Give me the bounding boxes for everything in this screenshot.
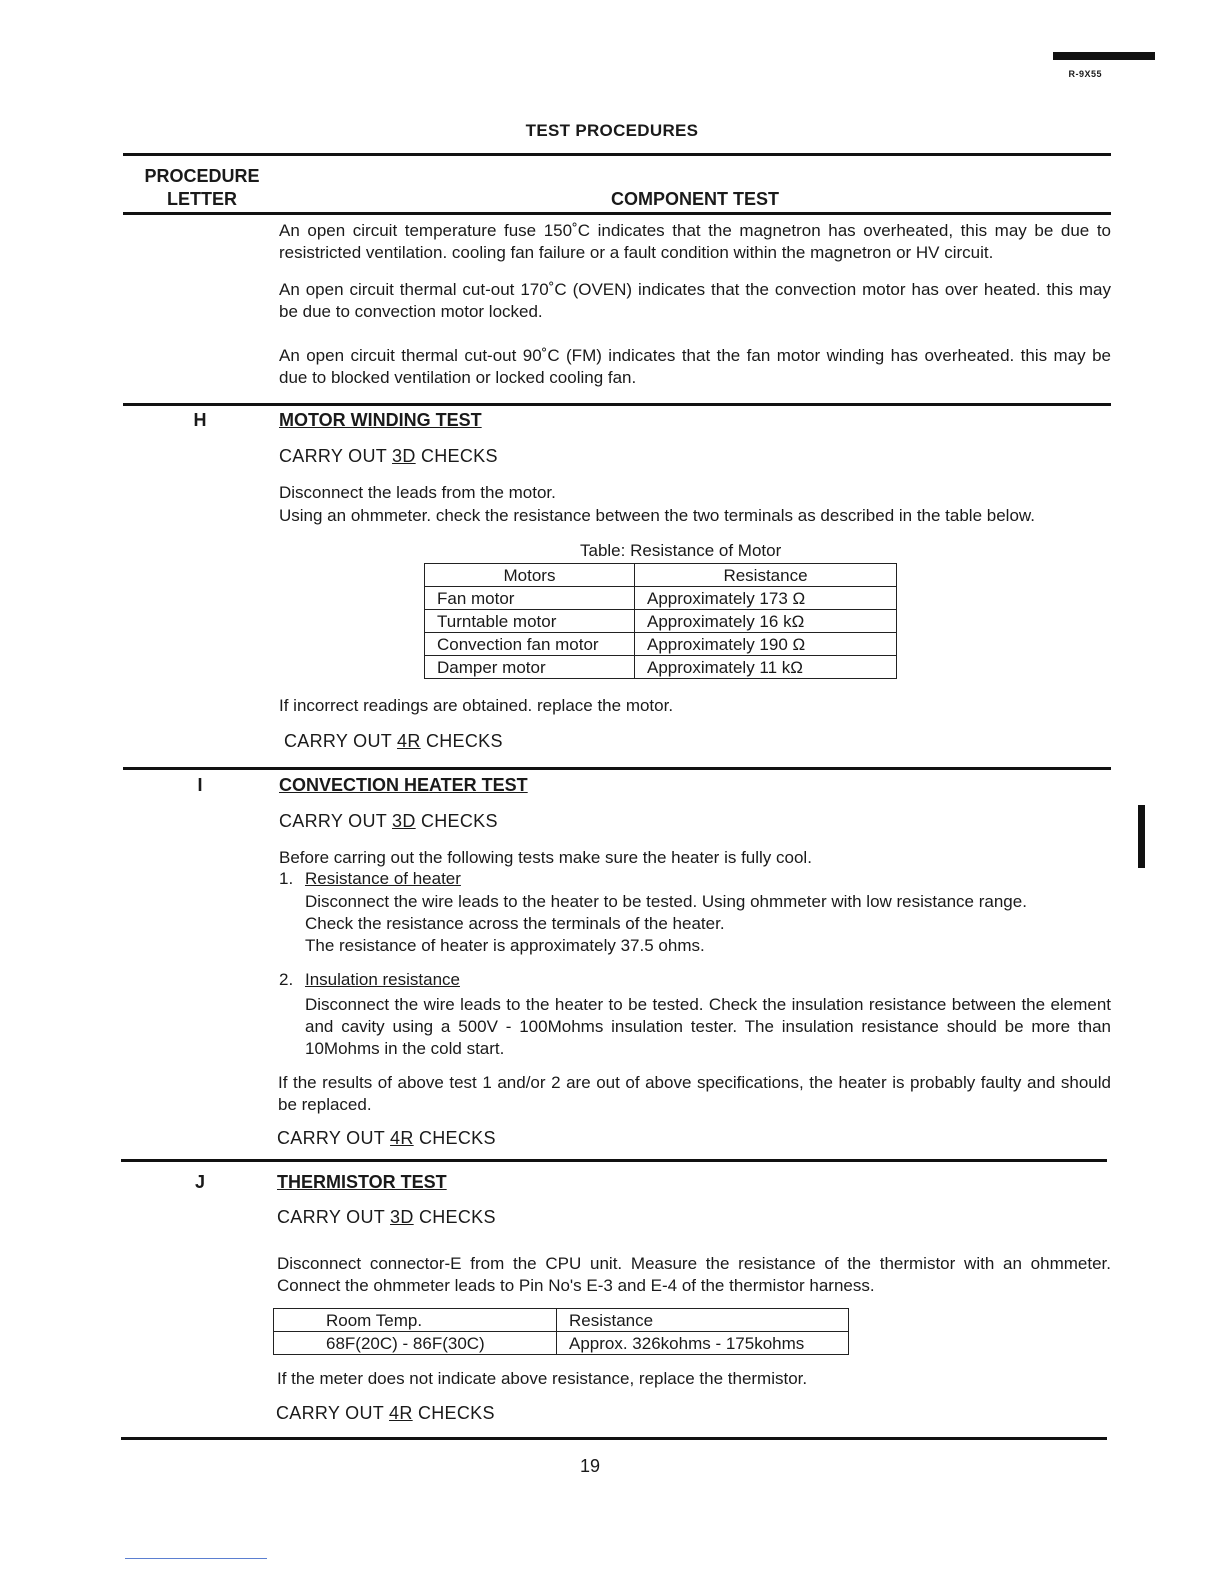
procedure-letter-j: J (194, 1172, 205, 1192)
instruction-text: Check the resistance across the terminals of the heater. (305, 914, 725, 933)
thermistor-resistance-table (273, 1308, 849, 1355)
list-item-title: Insulation resistance (305, 970, 460, 989)
carry-suffix: CHECKS (420, 731, 503, 751)
section-divider (123, 767, 1111, 770)
table-cell: Approximately 11 kΩ (635, 656, 897, 679)
motor-resistance-table (424, 563, 897, 679)
table-header-cell: Resistance (635, 564, 897, 587)
section-title-motor-winding: MOTOR WINDING TEST (279, 410, 482, 430)
table-header-cell: Resistance (557, 1309, 849, 1332)
table-cell: Fan motor (425, 587, 635, 610)
table-cell: Turntable motor (425, 610, 635, 633)
table-header-row (274, 1309, 849, 1332)
carry-suffix: CHECKS (412, 1403, 495, 1423)
intro-paragraph-3: An open circuit thermal cut-out 90˚C (FM) indicates that the fan motor winding has overheated. this may be due to blocked ventilation or locked cooling fan. (279, 346, 1111, 387)
carry-out-checks (277, 1128, 496, 1149)
table-header-cell: Room Temp. (274, 1309, 557, 1332)
footer-line (125, 1558, 267, 1559)
table-header-row (425, 564, 897, 587)
header-bar (1053, 52, 1155, 60)
table-row (425, 587, 897, 610)
carry-prefix: CARRY OUT (276, 1403, 390, 1423)
model-number: R-9X55 (1068, 69, 1102, 79)
carry-suffix: CHECKS (415, 446, 498, 466)
check-code: 4R (389, 1403, 413, 1423)
page-title: TEST PROCEDURES (525, 121, 699, 140)
carry-suffix: CHECKS (413, 1128, 496, 1148)
check-code: 3D (392, 446, 416, 466)
instruction-text: If the meter does not indicate above resistance, replace the thermistor. (277, 1369, 808, 1388)
carry-suffix: CHECKS (413, 1207, 496, 1227)
bottom-rule (121, 1437, 1107, 1440)
carry-prefix: CARRY OUT (284, 731, 398, 751)
table-cell: Convection fan motor (425, 633, 635, 656)
procedure-letter-i: I (197, 775, 203, 795)
table-row (425, 656, 897, 679)
header-rule-top (123, 153, 1111, 156)
section-divider (123, 403, 1111, 406)
table-cell: Approximately 190 Ω (635, 633, 897, 656)
procedure-header-line2: LETTER (167, 189, 237, 209)
carry-prefix: CARRY OUT (279, 446, 393, 466)
procedure-header-line1: PROCEDURE (144, 166, 260, 186)
table-cell: Approximately 173 Ω (635, 587, 897, 610)
list-item-title: Resistance of heater (305, 869, 461, 888)
carry-out-checks (276, 1403, 495, 1424)
table-cell: 68F(20C) - 86F(30C) (274, 1332, 557, 1355)
section-title-thermistor: THERMISTOR TEST (277, 1172, 447, 1192)
instruction-text: Before carring out the following tests make sure the heater is fully cool. (279, 848, 812, 867)
table-row (425, 610, 897, 633)
instruction-text: Disconnect the wire leads to the heater to be tested. Check the insulation resistance between the element and cavity using a 500V - 100Mohms insulation tester. The insulation resistance should be more than 10Mohms in the cold start. (305, 995, 1111, 1058)
carry-out-checks (284, 731, 503, 752)
instruction-text: If the results of above test 1 and/or 2 are out of above specifications, the heater is probably faulty and should be replaced. (278, 1073, 1111, 1114)
list-item-number: 2. (279, 970, 294, 989)
instruction-text: If incorrect readings are obtained. replace the motor. (279, 696, 674, 715)
carry-out-checks (279, 811, 498, 832)
check-code: 3D (392, 811, 416, 831)
table-header-cell: Motors (425, 564, 635, 587)
table-caption: Table: Resistance of Motor (580, 541, 782, 560)
check-code: 4R (390, 1128, 414, 1148)
carry-prefix: CARRY OUT (279, 811, 393, 831)
section-divider (121, 1159, 1107, 1162)
component-test-header: COMPONENT TEST (610, 189, 779, 209)
table-row (425, 633, 897, 656)
procedure-letter-header (132, 165, 272, 211)
header-rule-bottom (123, 212, 1111, 215)
table-row (274, 1332, 849, 1355)
instruction-text: Using an ohmmeter. check the resistance between the two terminals as described in the table below. (279, 506, 1035, 525)
intro-paragraph-1: An open circuit temperature fuse 150˚C indicates that the magnetron has overheated, this may be due to resistricted ventilation. cooling fan failure or a fault condition within the magnetron or HV circuit. (279, 221, 1111, 262)
page-number: 19 (579, 1456, 601, 1476)
procedure-letter-h: H (193, 410, 207, 430)
list-item-number: 1. (279, 869, 294, 888)
intro-paragraph-2: An open circuit thermal cut-out 170˚C (OVEN) indicates that the convection motor has over heated. this may be due to convection motor locked. (279, 280, 1111, 321)
check-code: 4R (397, 731, 421, 751)
revision-bar (1138, 805, 1145, 868)
table-cell: Approx. 326kohms - 175kohms (557, 1332, 849, 1355)
table-cell: Approximately 16 kΩ (635, 610, 897, 633)
instruction-text: Disconnect connector-E from the CPU unit. Measure the resistance of the thermistor with an ohmmeter. Connect the ohmmeter leads to Pin No's E-3 and E-4 of the thermistor harness. (277, 1254, 1111, 1295)
carry-prefix: CARRY OUT (277, 1207, 391, 1227)
carry-out-checks (277, 1207, 496, 1228)
section-title-convection-heater: CONVECTION HEATER TEST (279, 775, 528, 795)
check-code: 3D (390, 1207, 414, 1227)
carry-prefix: CARRY OUT (277, 1128, 391, 1148)
instruction-text: Disconnect the wire leads to the heater to be tested. Using ohmmeter with low resistance range. (305, 892, 1027, 911)
instruction-text: Disconnect the leads from the motor. (279, 483, 556, 502)
table-cell: Damper motor (425, 656, 635, 679)
carry-out-checks (279, 446, 498, 467)
carry-suffix: CHECKS (415, 811, 498, 831)
instruction-text: The resistance of heater is approximately 37.5 ohms. (305, 936, 705, 955)
